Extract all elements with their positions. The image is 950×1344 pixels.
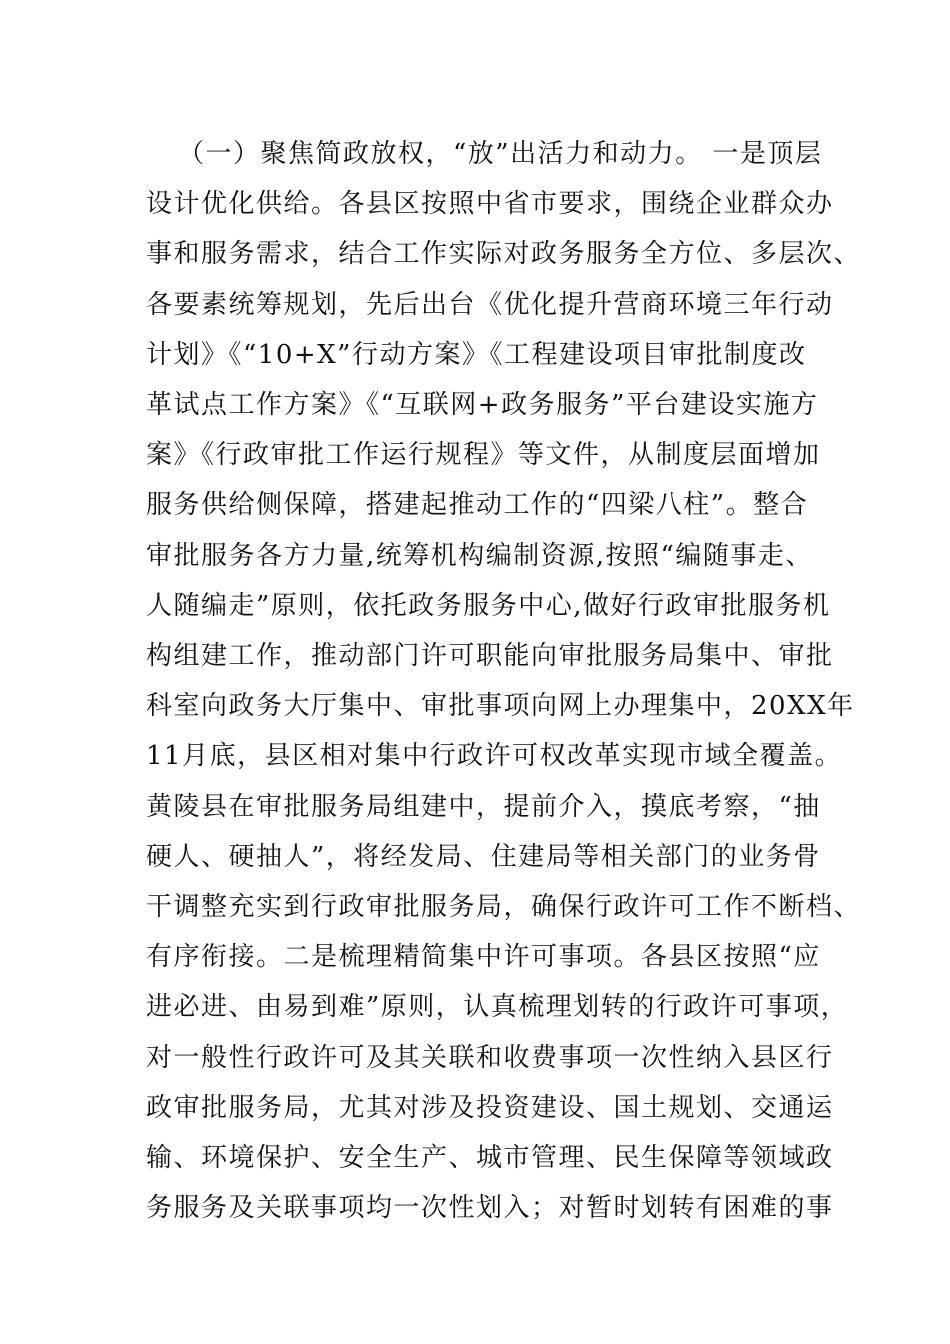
text-line: 各要素统筹规划，先后出台《优化提升营商环境三年行动 <box>146 290 834 320</box>
text-line: 设计优化供给。各县区按照中省市要求，围绕企业群众办 <box>146 189 834 219</box>
text-line: 政审批服务局，尤其对涉及投资建设、国土规划、交通运 <box>146 1093 834 1123</box>
text-line: 11月底，县区相对集中行政许可权改革实现市域全覆盖。 <box>146 741 843 771</box>
text-line: （一）聚焦简政放权，“放”出活力和动力。 一是顶层 <box>178 139 823 169</box>
text-line: 对一般性行政许可及其关联和收费事项一次性纳入县区行 <box>146 1043 834 1073</box>
text-line: 案》《行政审批工作运行规程》等文件，从制度层面增加 <box>146 440 821 470</box>
text-line: 计划》《“10+X”行动方案》《工程建设项目审批制度改 <box>146 340 807 370</box>
text-line: 科室向政务大厅集中、审批事项向网上办理集中，20XX年 <box>146 691 855 721</box>
text-line: 事和服务需求，结合工作实际对政务服务全方位、多层次、 <box>146 239 862 269</box>
text-line: 审批服务各方力量,统筹机构编制资源,按照“编随事走、 <box>146 541 813 571</box>
text-line: 输、环境保护、安全生产、城市管理、民生保障等领域政 <box>146 1143 834 1173</box>
text-line: 干调整充实到行政审批服务局，确保行政许可工作不断档、 <box>146 892 862 922</box>
text-line: 人随编走”原则，依托政务服务中心,做好行政审批服务机 <box>146 591 831 621</box>
text-line: 黄陵县在审批服务局组建中，提前介入，摸底考察，“抽 <box>146 792 821 822</box>
text-line: 革试点工作方案》《“互联网+政务服务”平台建设实施方 <box>146 390 819 420</box>
text-line: 务服务及关联事项均一次性划入；对暂时划转有困难的事 <box>146 1193 834 1223</box>
text-line: 服务供给侧保障，搭建起推动工作的“四梁八柱”。整合 <box>146 490 809 520</box>
text-line: 有序衔接。二是梳理精简集中许可事项。各县区按照“应 <box>146 942 821 972</box>
text-line: 硬人、硬抽人”，将经发局、住建局等相关部门的业务骨 <box>146 842 821 872</box>
text-line: 进必进、由易到难”原则，认真梳理划转的行政许可事项， <box>146 992 849 1022</box>
text-line: 构组建工作，推动部门许可职能向审批服务局集中、审批 <box>146 641 834 671</box>
